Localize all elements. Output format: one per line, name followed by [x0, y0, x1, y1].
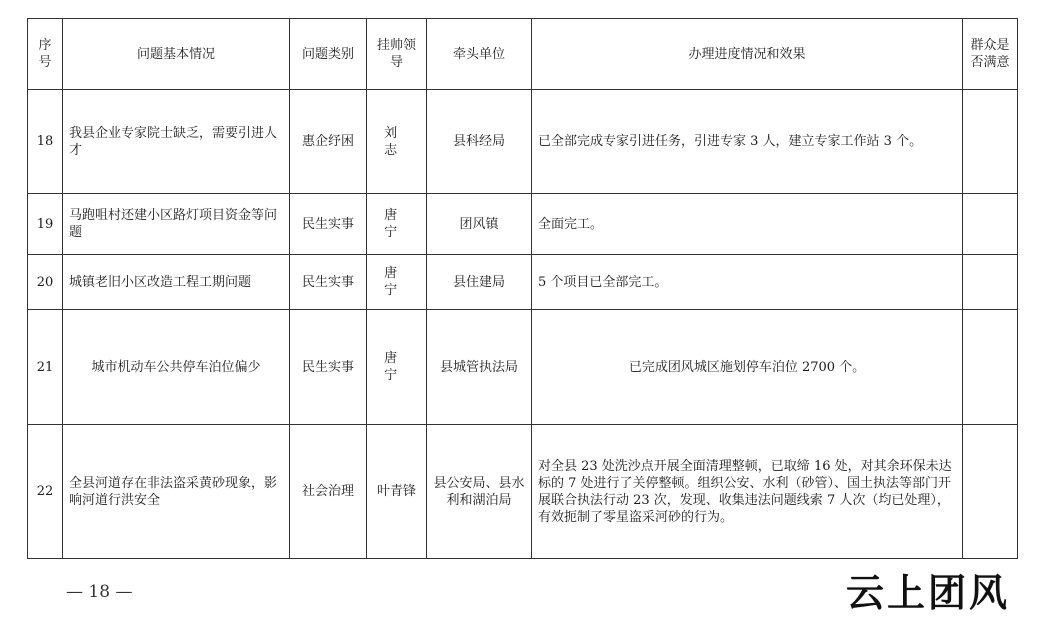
row-progress: 全面完工。 [532, 194, 963, 255]
row-leader: 叶青锋 [367, 425, 427, 559]
row-progress: 对全县 23 处洗沙点开展全面清理整顿，已取缔 16 处，对其余环保未达标的 7 处进行了关停整顿。组织公安、水利（砂管）、国土执法等部门开展联合执法行动 23 次，发现、收集违法问题线索 7 人次（均已处理），有效扼制了零星盗采河砂的行为。 [532, 425, 963, 559]
row-issue: 我县企业专家院士缺乏，需要引进人才 [63, 90, 290, 194]
row-category: 社会治理 [290, 425, 367, 559]
row-unit: 县科经局 [427, 90, 532, 194]
row-unit: 县城管执法局 [427, 310, 532, 425]
row-progress: 已完成团风城区施划停车泊位 2700 个。 [532, 310, 963, 425]
table-row [28, 310, 1018, 425]
row-leader: 唐宁 [367, 310, 427, 425]
row-issue: 城市机动车公共停车泊位偏少 [63, 310, 290, 425]
row-satisfied [963, 194, 1018, 255]
brand-logo: 云上团风 [846, 570, 1011, 615]
table-header-row [28, 19, 1018, 90]
row-no: 20 [28, 255, 63, 310]
row-satisfied [963, 310, 1018, 425]
row-leader: 唐宁 [367, 255, 427, 310]
header-satisfied: 群众是否满意 [963, 19, 1018, 90]
issues-table [27, 18, 1018, 559]
table-row [28, 90, 1018, 194]
header-seq: 序号 [28, 19, 63, 90]
header-progress: 办理进度情况和效果 [532, 19, 963, 90]
row-satisfied [963, 255, 1018, 310]
row-no: 18 [28, 90, 63, 194]
row-leader: 刘志 [367, 90, 427, 194]
row-progress: 已全部完成专家引进任务，引进专家 3 人，建立专家工作站 3 个。 [532, 90, 963, 194]
row-progress: 5 个项目已全部完工。 [532, 255, 963, 310]
row-unit: 县住建局 [427, 255, 532, 310]
header-category: 问题类别 [290, 19, 367, 90]
row-category: 惠企纾困 [290, 90, 367, 194]
header-issue: 问题基本情况 [63, 19, 290, 90]
table-row [28, 194, 1018, 255]
header-leader: 挂帅领导 [367, 19, 427, 90]
row-unit: 团风镇 [427, 194, 532, 255]
row-category: 民生实事 [290, 310, 367, 425]
row-no: 21 [28, 310, 63, 425]
header-unit: 牵头单位 [427, 19, 532, 90]
table-row [28, 255, 1018, 310]
row-issue: 全县河道存在非法盗采黄砂现象，影响河道行洪安全 [63, 425, 290, 559]
row-unit: 县公安局、县水利和湖泊局 [427, 425, 532, 559]
row-issue: 马跑咀村还建小区路灯项目资金等问题 [63, 194, 290, 255]
row-category: 民生实事 [290, 194, 367, 255]
row-no: 19 [28, 194, 63, 255]
table-row [28, 425, 1018, 559]
row-category: 民生实事 [290, 255, 367, 310]
row-issue: 城镇老旧小区改造工程工期问题 [63, 255, 290, 310]
row-satisfied [963, 90, 1018, 194]
row-satisfied [963, 425, 1018, 559]
page-number: — 18 — [66, 582, 133, 602]
row-leader: 唐宁 [367, 194, 427, 255]
row-no: 22 [28, 425, 63, 559]
